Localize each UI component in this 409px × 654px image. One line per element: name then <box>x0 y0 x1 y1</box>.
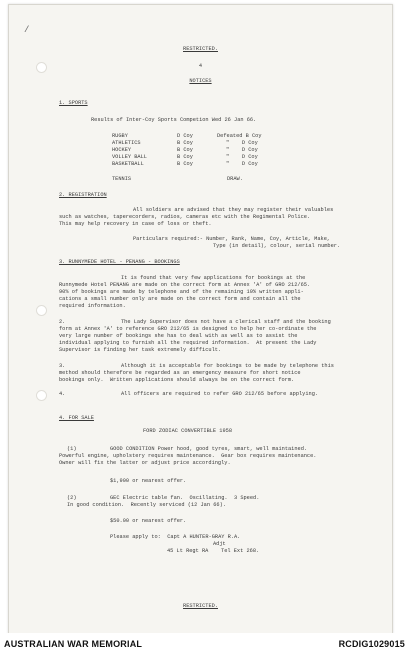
winning-team: D Coy <box>177 133 193 139</box>
punch-hole-middle <box>36 305 47 316</box>
winning-team: B Coy <box>177 140 193 146</box>
runnymede-line: The Lady Supervisor does not have a clerical staff and the booking <box>121 319 331 325</box>
item-line: Powerful engine, upholstery requires maintenance. Gear box requires maintenance. <box>59 453 317 459</box>
result: " D Coy <box>226 161 258 167</box>
runnymede-line: All officers are required to refer GRO 212/65 before applying. <box>121 391 319 397</box>
registration-heading: 2. REGISTRATION <box>59 192 107 198</box>
apply-line: Please apply to: Capt A HUNTER-GRAY R.A. <box>110 534 241 540</box>
runnymede-line: It is found that very few applications for bookings at the <box>121 275 306 281</box>
apply-line: 45 Lt Regt RA Tel Ext 268. <box>167 548 260 554</box>
runnymede-heading: 3. RUNNYMEDE HOTEL - PENANG - BOOKINGS <box>59 259 180 265</box>
item-number: (1) <box>67 446 77 452</box>
runnymede-line: Although it is acceptable for bookings to be made by telephone this <box>121 363 334 369</box>
item-line: GOOD CONDITION Power hood, good tyres, smart, well maintained. <box>110 446 308 452</box>
result: " D Coy <box>226 140 258 146</box>
paragraph-number: 4. <box>59 391 66 397</box>
result: Defeated B Coy <box>217 133 262 139</box>
sports-intro: Results of Inter-Coy Sports Competion Wed 26 Jan 66. <box>91 117 257 123</box>
sport-name: VOLLEY BALL <box>112 154 147 160</box>
registration-line: such as watches, taperecorders, radios, cameras etc with the Regimental Police. <box>59 214 311 220</box>
for-sale-heading: 4. FOR SALE <box>59 415 94 421</box>
sport-name: ATHLETICS <box>112 140 141 146</box>
runnymede-line: individual applying to furnish all the required information. At present the Lady <box>59 340 317 346</box>
sport-name: RUGBY <box>112 133 128 139</box>
runnymede-line: Supervisor is finding her task extremely difficult. <box>59 347 222 353</box>
item-price: $50.00 or nearest offer. <box>110 518 187 524</box>
registration-particulars: Particulars required:- Number, Rank, Name, Coy, Article, Make, <box>133 236 331 242</box>
runnymede-line: Runnymede Hotel PENANG are made on the correct form at Annex 'A' of GRO 212/65. <box>59 282 311 288</box>
registration-line: All soldiers are advised that they may register their valuables <box>133 207 334 213</box>
archive-id: RCDIG1029015 <box>338 639 405 649</box>
item-number: (2) <box>67 495 77 501</box>
runnymede-line: very large number of bookings she has to deal with as well as to assist the <box>59 333 298 339</box>
result: " D Coy <box>226 154 258 160</box>
item-line: In good condition. Recently serviced (12 Jan 66). <box>67 502 226 508</box>
page-title: NOTICES <box>189 78 212 84</box>
archive-name: AUSTRALIAN WAR MEMORIAL <box>4 639 143 649</box>
registration-particulars: Type (in detail), colour, serial number. <box>213 243 341 249</box>
result: DRAW. <box>227 176 243 182</box>
runnymede-line: required information. <box>59 303 126 309</box>
item-line: GEC Electric table fan. Oscillating. 3 Speed. <box>110 495 260 501</box>
paragraph-number: 3. <box>59 363 66 369</box>
archive-footer <box>0 633 409 654</box>
runnymede-line: form at Annex 'A' to reference GRO 212/65 is designed to help her co-ordinate the <box>59 326 317 332</box>
sport-name: HOCKEY <box>112 147 132 153</box>
winning-team: B Coy <box>177 154 193 160</box>
sports-heading: 1. SPORTS <box>59 100 88 106</box>
document-page <box>8 4 393 634</box>
pen-mark: / <box>24 25 30 35</box>
car-title: FORD ZODIAC CONVERTIBLE 1958 <box>143 428 233 434</box>
runnymede-line: bookings only. Written applications should always be on the correct form. <box>59 377 295 383</box>
runnymede-line: method should therefore be regarded as an emergency measure for short notice <box>59 370 301 376</box>
item-price: $1,900 or nearest offer. <box>110 478 187 484</box>
sport-name: TENNIS <box>112 176 132 182</box>
classification-top: RESTRICTED. <box>183 46 218 52</box>
winning-team: B Coy <box>177 161 193 167</box>
runnymede-line: 90% of bookings are made by telephone and of the remaining 10% written appli- <box>59 289 304 295</box>
classification-bottom: RESTRICTED. <box>183 603 218 609</box>
result: " D Coy <box>226 147 258 153</box>
apply-line: Adjt <box>213 541 226 547</box>
sport-name: BASKETBALL <box>112 161 144 167</box>
runnymede-line: cations a small number only are made on the correct form and contain all the <box>59 296 301 302</box>
registration-line: This may help recovery in case of loss or theft. <box>59 221 212 227</box>
item-line: Owner will fix the latter or adjust price accordingly. <box>59 460 231 466</box>
page-number: 4 <box>198 63 203 69</box>
winning-team: B Coy <box>177 147 193 153</box>
punch-hole-lower <box>36 390 47 401</box>
paragraph-number: 2. <box>59 319 66 325</box>
